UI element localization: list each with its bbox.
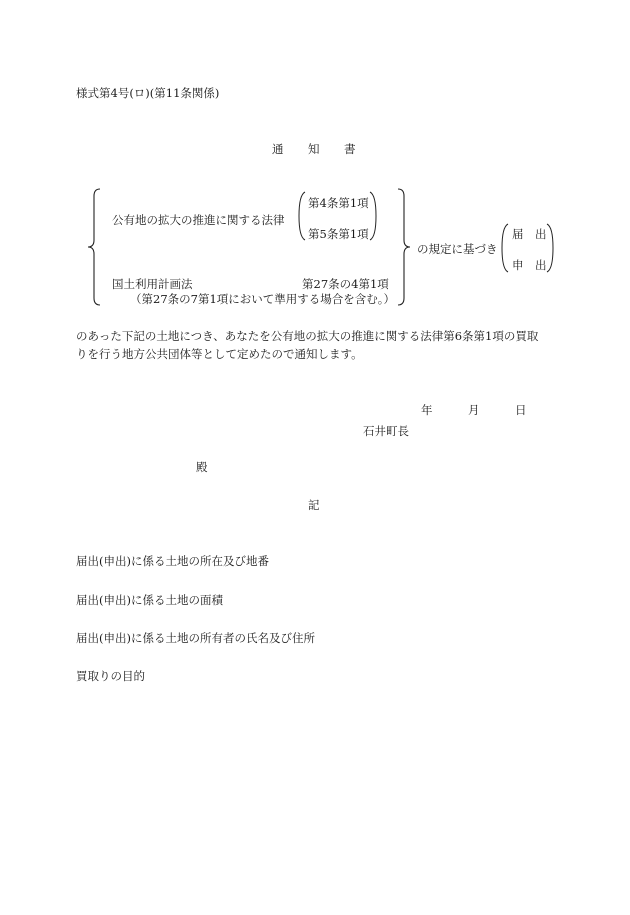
date-day: 日 xyxy=(515,403,527,417)
article-right-paren xyxy=(369,191,377,241)
law-name-public-land: 公有地の拡大の推進に関する法律 xyxy=(112,213,285,227)
body-line-1: のあった下記の土地につき、あなたを公有地の拡大の推進に関する法律第6条第1項の買取 xyxy=(76,329,539,343)
based-on-text: の規定に基づき xyxy=(417,242,498,256)
item-owner: 届出(申出)に係る土地の所有者の氏名及び住所 xyxy=(76,631,315,645)
article-27-4-1: 第27条の4第1項 xyxy=(302,277,389,291)
option-notification: 届 出 xyxy=(512,227,547,241)
law-name-land-use: 国土利用計画法 xyxy=(112,277,193,291)
date-month: 月 xyxy=(468,403,480,417)
date-year: 年 xyxy=(421,403,433,417)
document-title-char-1: 通 xyxy=(272,142,284,156)
article-5-1: 第5条第1項 xyxy=(308,227,369,241)
ki-heading: 記 xyxy=(308,498,320,512)
left-curly-brace xyxy=(86,188,102,306)
document-title-char-3: 書 xyxy=(344,142,356,156)
right-curly-brace xyxy=(396,188,412,306)
article-left-paren xyxy=(298,191,306,241)
body-line-2: りを行う地方公共団体等として定めたので通知します。 xyxy=(76,347,363,361)
form-number: 様式第4号(ロ)(第11条関係) xyxy=(76,86,220,100)
addressee-suffix: 殿 xyxy=(196,460,208,474)
document-title-char-2: 知 xyxy=(308,142,320,156)
option-application: 申 出 xyxy=(512,258,547,272)
choice-left-paren xyxy=(501,223,509,273)
article-4-1: 第4条第1項 xyxy=(308,196,369,210)
issuer-name: 石井町長 xyxy=(363,424,409,438)
item-location: 届出(申出)に係る土地の所在及び地番 xyxy=(76,554,269,568)
item-area: 届出(申出)に係る土地の面積 xyxy=(76,593,223,607)
article-note: （第27条の7第1項において準用する場合を含む。） xyxy=(130,292,396,306)
choice-right-paren xyxy=(546,223,554,273)
item-purpose: 買取りの目的 xyxy=(76,669,145,683)
